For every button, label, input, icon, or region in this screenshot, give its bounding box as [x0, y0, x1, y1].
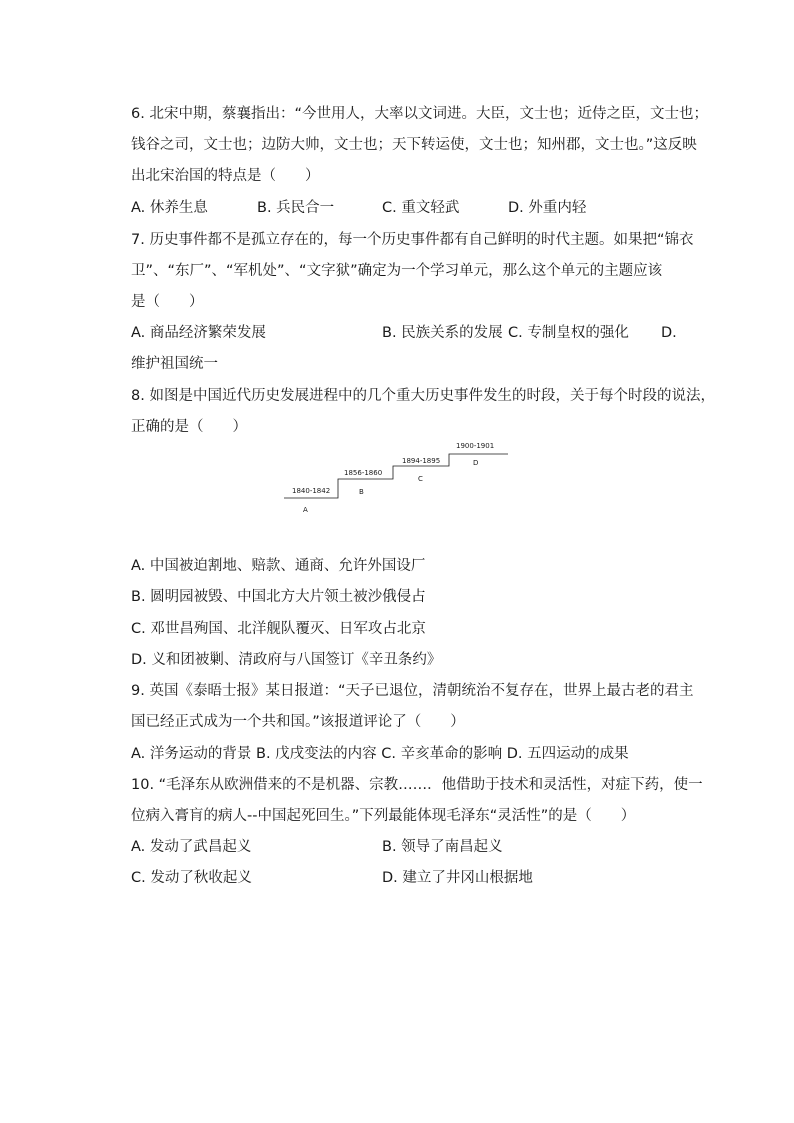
q8-option-b: B. 圆明园被毁、中国北方大片领土被沙俄侵占	[131, 589, 426, 605]
stage-letter-a: A	[303, 506, 308, 514]
q7-option-a: A. 商品经济繁荣发展	[131, 325, 266, 341]
q6-stem-line2: 钱谷之司，文士也；边防大帅，文士也；天下转运使，文士也；知州郡，文士也。”这反映	[131, 137, 697, 153]
q8-option-a: A. 中国被迫割地、赔款、通商、允许外国设厂	[131, 558, 426, 574]
q7-option-c: C. 专制皇权的强化	[508, 325, 629, 341]
q9-options: A. 洋务运动的背景 B. 戊戌变法的内容 C. 辛亥革命的影响 D. 五四运动的成果	[131, 746, 629, 762]
q10-option-c: C. 发动了秋收起义	[131, 870, 252, 886]
period-label-d: 1900-1901	[456, 442, 495, 450]
q10-option-d: D. 建立了井冈山根据地	[382, 870, 533, 886]
q8-stem-line1: 8. 如图是中国近代历史发展进程中的几个重大历史事件发生的时段，关于每个时段的说法，	[131, 388, 715, 404]
q7-stem-line1: 7. 历史事件都不是孤立存在的，每一个历史事件都有自己鲜明的时代主题。如果把“锦衣	[131, 232, 694, 248]
q8-option-d: D. 义和团被剿、清政府与八国签订《辛丑条约》	[131, 652, 442, 668]
period-label-c: 1894-1895	[402, 457, 441, 465]
q10-stem-line2: 位病入膏肓的病人--中国起死回生。”下列最能体现毛泽东“灵活性”的是（ ）	[131, 808, 636, 824]
q10-stem-line1: 10. “毛泽东从欧洲借来的不是机器、宗教……．他借助于技术和灵活性，对症下药，使一	[131, 777, 703, 793]
q9-stem-line1: 9. 英国《泰晤士报》某日报道：“天子已退位，清朝统治不复存在，世界上最古老的君主	[131, 683, 694, 699]
q6-option-a: A. 休养生息	[131, 200, 208, 216]
q7-option-d-text: 维护祖国统一	[131, 356, 218, 372]
stage-letter-b: B	[359, 488, 364, 496]
q6-option-b: B. 兵民合一	[257, 200, 335, 216]
stage-letter-d: D	[473, 459, 479, 467]
stage-letter-c: C	[418, 475, 423, 483]
timeline-staircase-diagram	[280, 436, 520, 526]
q7-option-d-letter: D.	[661, 325, 677, 341]
period-label-b: 1856-1860	[344, 469, 383, 477]
q8-option-c: C. 邓世昌殉国、北洋舰队覆灭、日军攻占北京	[131, 621, 426, 637]
q10-option-b: B. 领导了南昌起义	[382, 839, 503, 855]
q6-stem-line3: 出北宋治国的特点是（ ）	[131, 168, 320, 184]
q7-stem-line3: 是（ ）	[131, 294, 204, 310]
q7-option-b: B. 民族关系的发展	[382, 325, 503, 341]
q7-stem-line2: 卫”、“东厂”、“军机处”、“文字狱”确定为一个学习单元，那么这个单元的主题应该	[131, 263, 663, 279]
period-label-a: 1840-1842	[292, 487, 331, 495]
q6-option-c: C. 重文轻武	[382, 200, 460, 216]
q6-stem-line1: 6. 北宋中期，蔡襄指出：“今世用人，大率以文词进。大臣，文士也；近侍之臣，文士也；	[131, 106, 708, 122]
q9-stem-line2: 国已经正式成为一个共和国。”该报道评论了（ ）	[131, 714, 465, 730]
q10-option-a: A. 发动了武昌起义	[131, 839, 252, 855]
q6-option-d: D. 外重内轻	[508, 200, 587, 216]
q8-stem-line2: 正确的是（ ）	[131, 419, 247, 435]
